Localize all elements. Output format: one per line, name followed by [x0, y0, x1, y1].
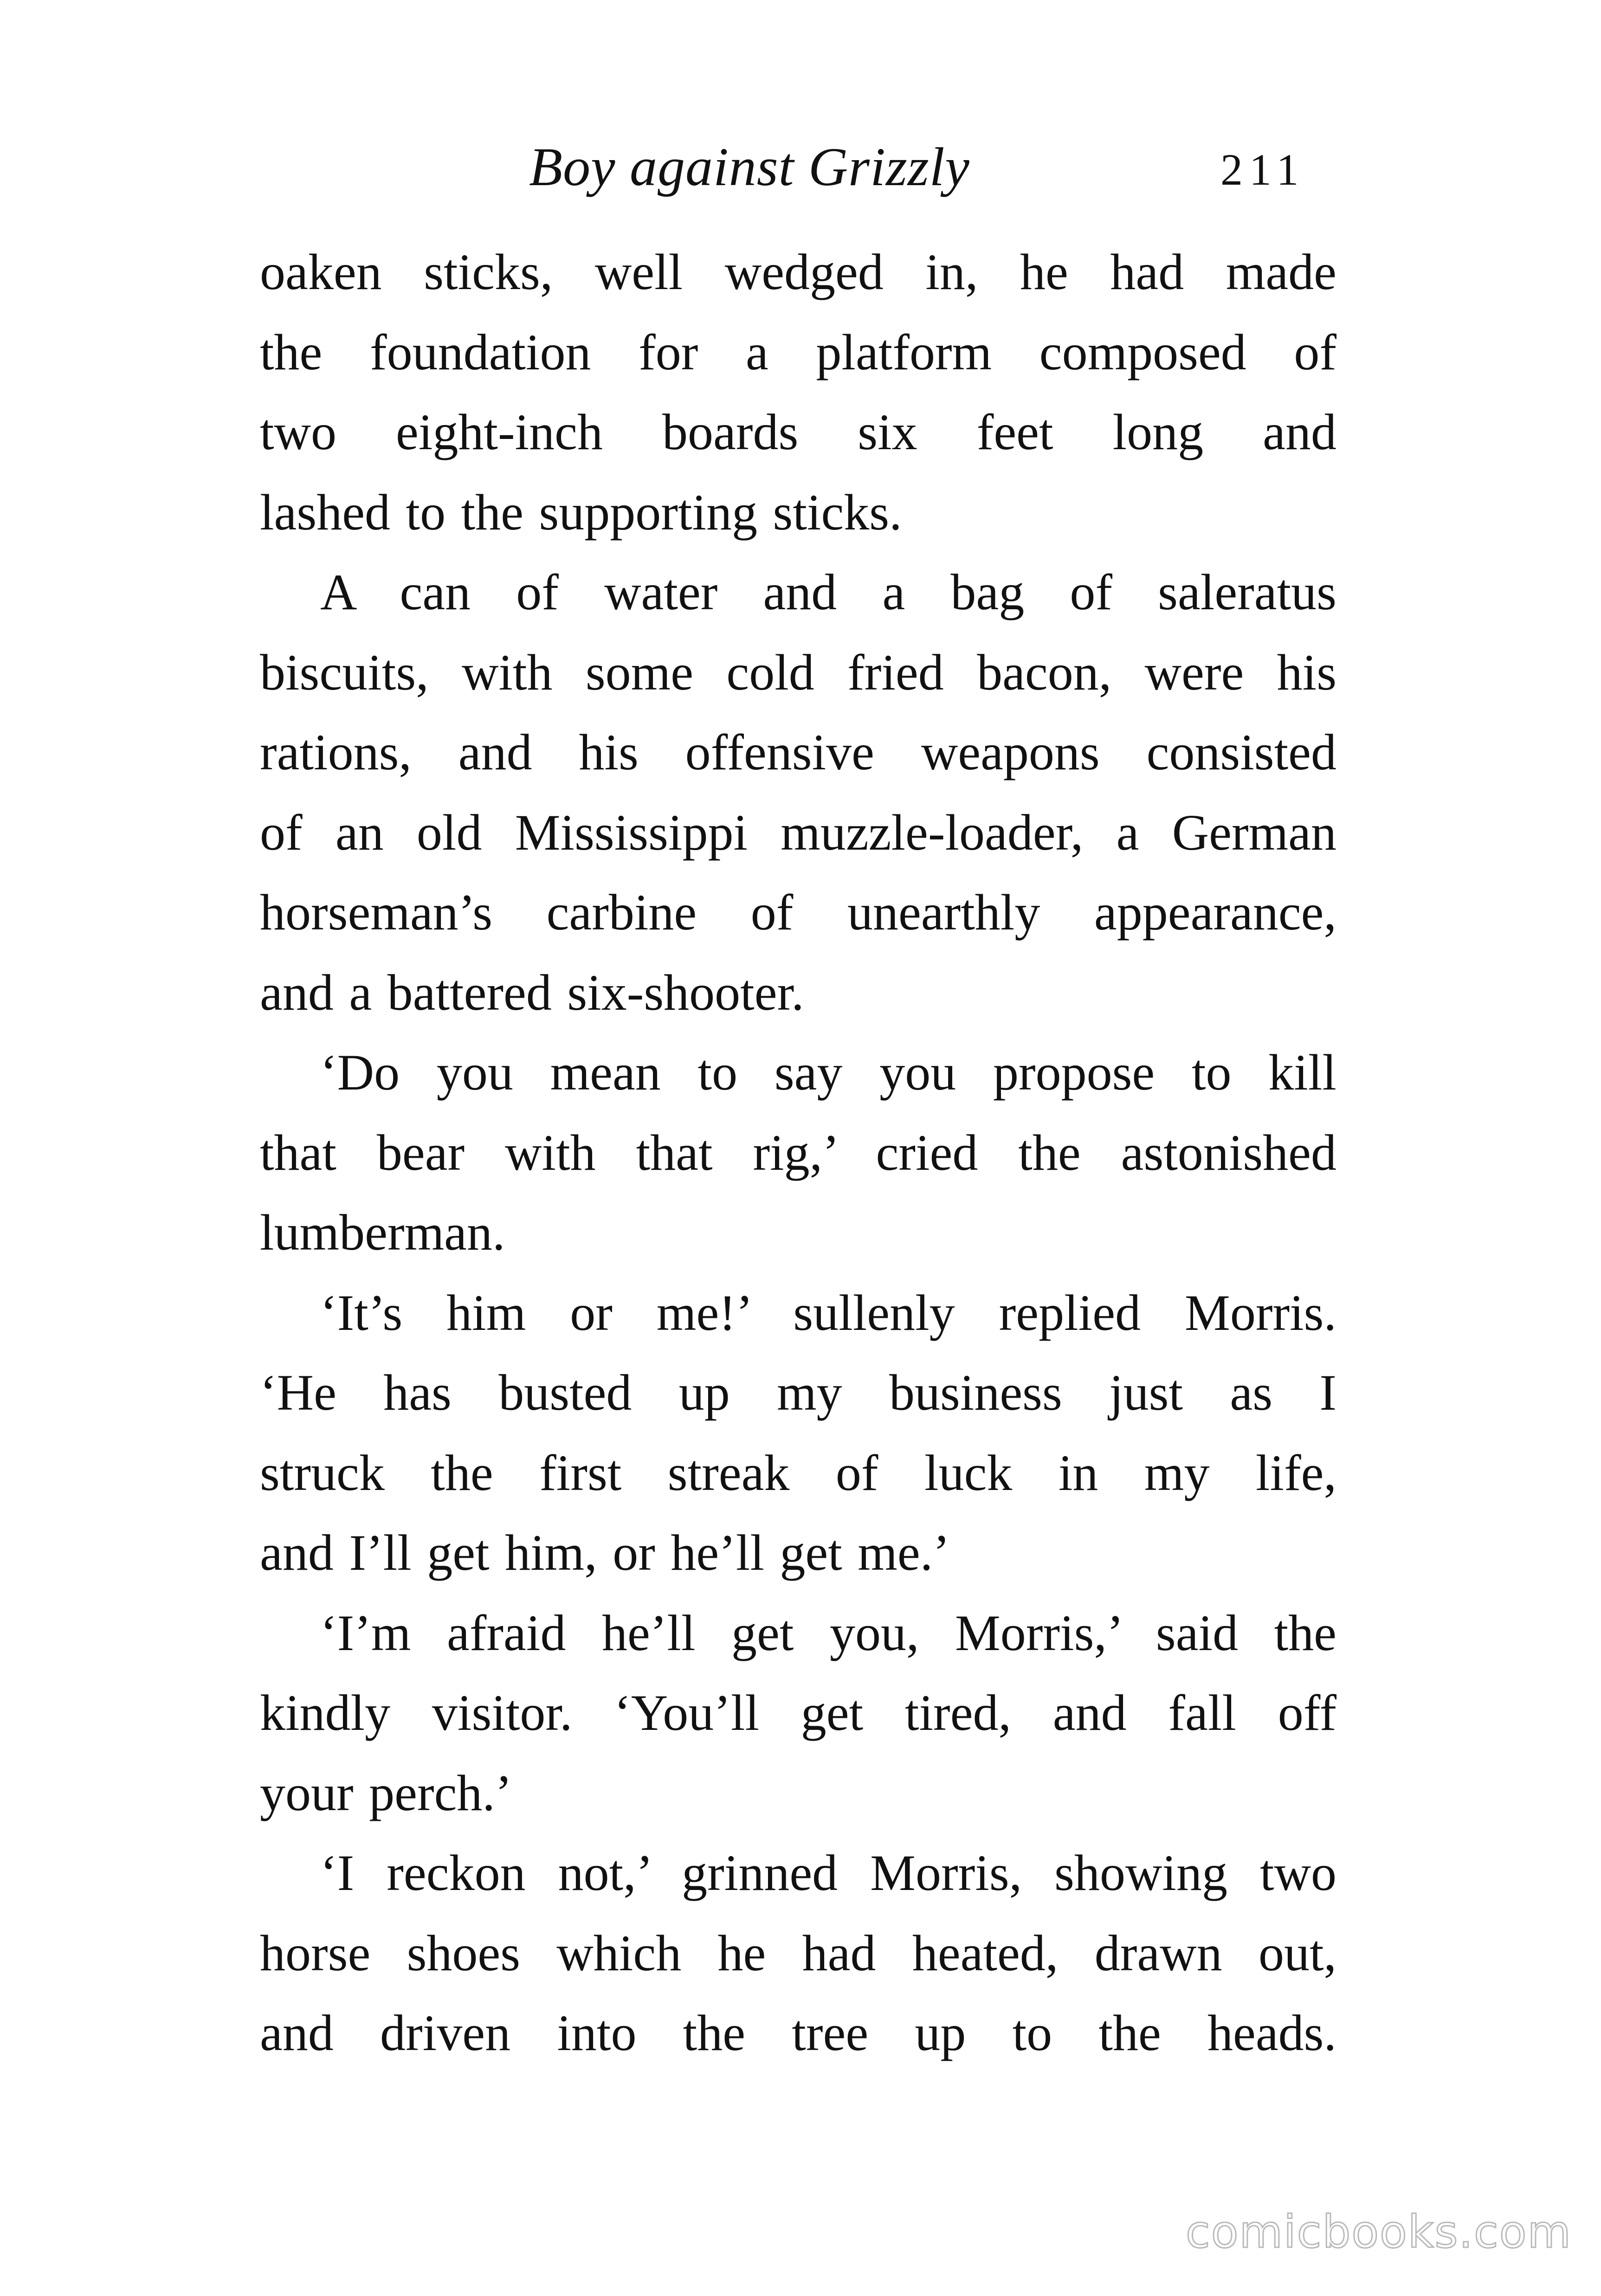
- body-text: [260, 232, 1336, 2073]
- text-line: ‘I’m afraid he’ll get you, Morris,’ said the: [320, 1604, 1336, 1661]
- text-line: ‘He has busted up my business just as I: [260, 1364, 1336, 1421]
- text-line: rations, and his offensive weapons consisted: [260, 724, 1336, 780]
- text-line: ‘I reckon not,’ grinned Morris, showing two: [320, 1845, 1336, 1901]
- text-line: and I’ll get him, or he’ll get me.’: [260, 1524, 950, 1581]
- text-line: of an old Mississippi muzzle-loader, a German: [260, 804, 1336, 861]
- running-head: [0, 125, 1601, 200]
- text-line: and a battered six-shooter.: [260, 964, 804, 1021]
- text-line: that bear with that rig,’ cried the astonished: [260, 1124, 1336, 1181]
- running-title: Boy against Grizzly: [529, 136, 970, 197]
- text-line: ‘It’s him or me!’ sullenly replied Morris.: [320, 1284, 1336, 1341]
- text-line: ‘Do you mean to say you propose to kill: [320, 1044, 1336, 1101]
- text-line: lumberman.: [260, 1204, 505, 1261]
- text-line: biscuits, with some cold fried bacon, were his: [260, 644, 1336, 701]
- text-line: A can of water and a bag of saleratus: [320, 564, 1336, 620]
- text-line: lashed to the supporting sticks.: [260, 484, 902, 541]
- text-line: oaken sticks, well wedged in, he had made: [260, 244, 1336, 300]
- text-line: and driven into the tree up to the heads.: [260, 2005, 1336, 2061]
- text-line: two eight-inch boards six feet long and: [260, 404, 1336, 460]
- page-number: 211: [1220, 145, 1305, 194]
- watermark: comicbooks.com: [1186, 2206, 1572, 2258]
- text-line: kindly visitor. ‘You’ll get tired, and fall off: [260, 1684, 1336, 1741]
- text-line: struck the first streak of luck in my life,: [260, 1444, 1336, 1501]
- text-line: your perch.’: [260, 1764, 512, 1821]
- text-line: horseman’s carbine of unearthly appearance,: [260, 884, 1336, 941]
- text-line: horse shoes which he had heated, drawn out,: [260, 1924, 1336, 1981]
- text-line: the foundation for a platform composed of: [260, 323, 1336, 381]
